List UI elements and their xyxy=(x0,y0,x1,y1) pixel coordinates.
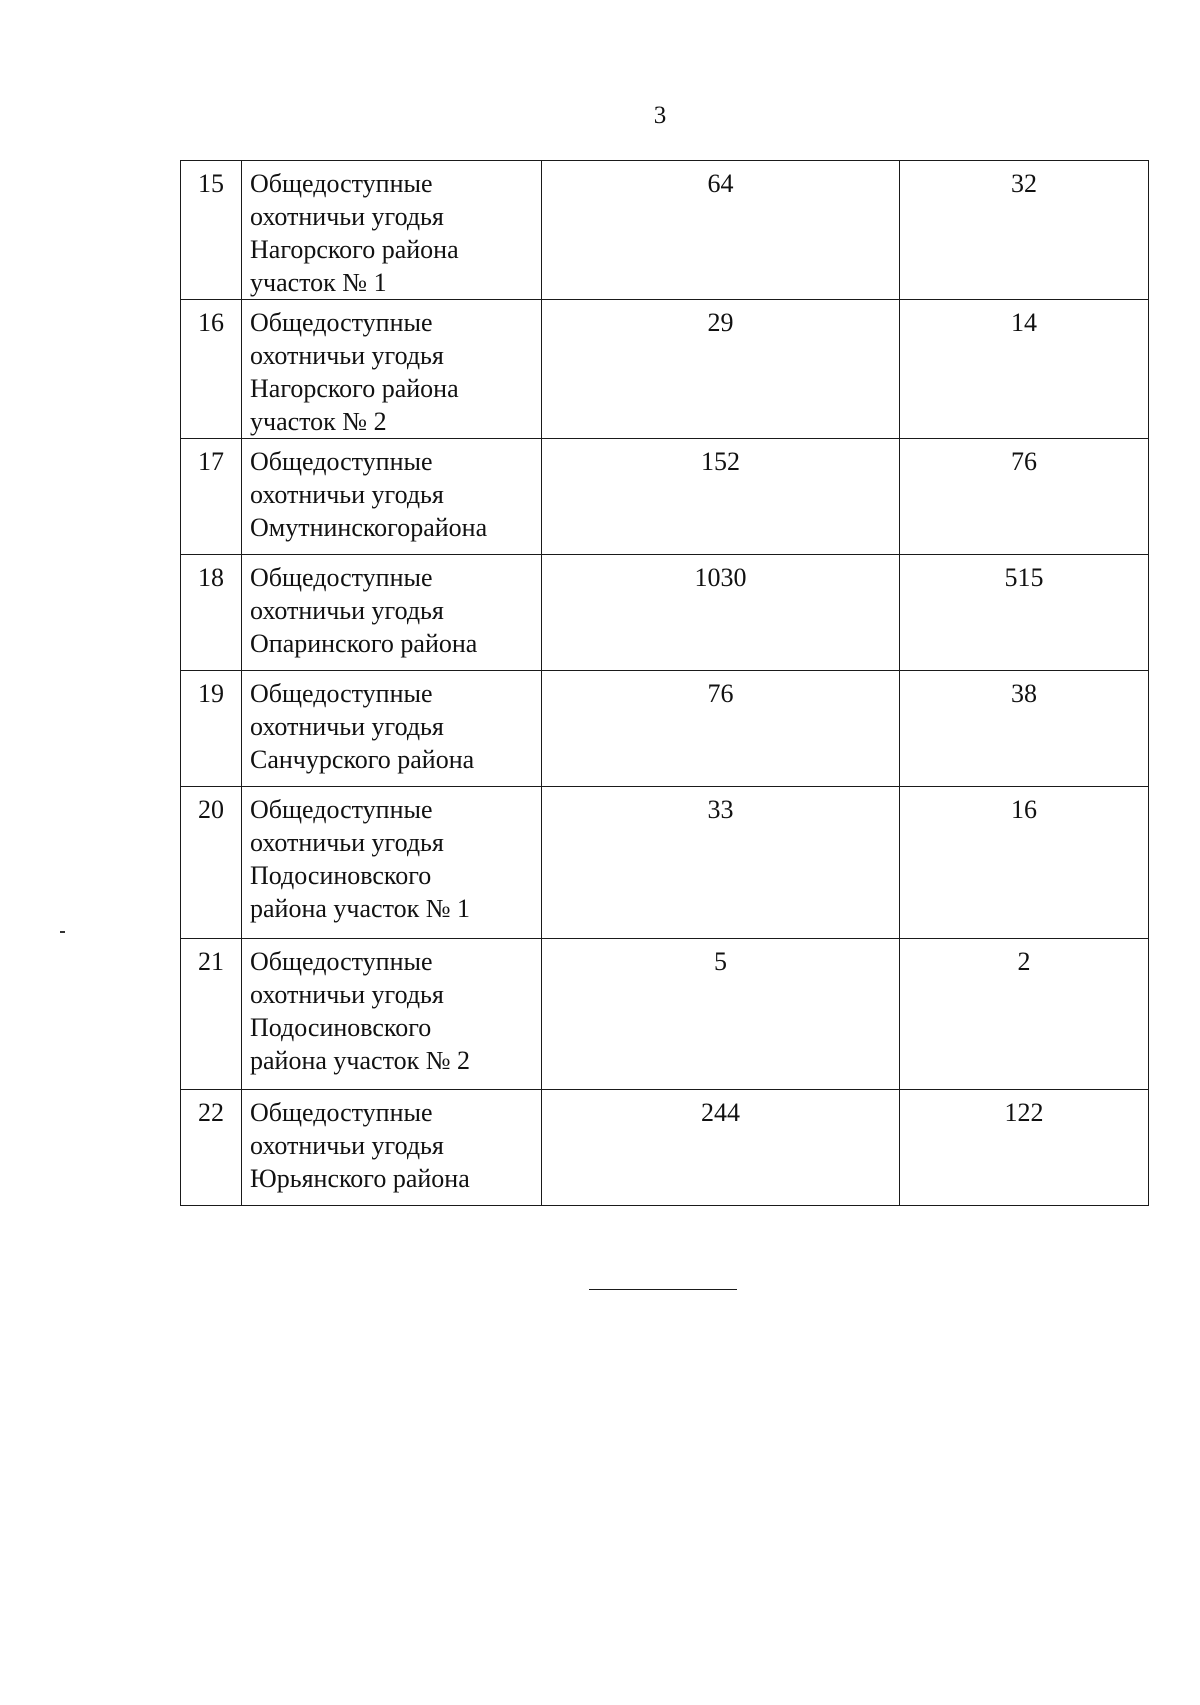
row-number: 21 xyxy=(181,939,242,1090)
value-cell-1: 1030 xyxy=(542,555,900,671)
value-cell-1: 76 xyxy=(542,671,900,787)
value-cell-2: 14 xyxy=(900,300,1149,439)
name-line: Общедоступные xyxy=(250,563,433,592)
table-row xyxy=(181,671,1149,787)
name-line: охотничьи угодья xyxy=(250,202,444,231)
value-cell-1: 5 xyxy=(542,939,900,1090)
value-cell-2: 2 xyxy=(900,939,1149,1090)
name-line: охотничьи угодья xyxy=(250,828,444,857)
name-line: охотничьи угодья xyxy=(250,596,444,625)
value-cell-2: 16 xyxy=(900,787,1149,939)
end-of-document-rule xyxy=(589,1289,737,1290)
scan-artifact-mark xyxy=(60,931,65,933)
name-line: охотничьи угодья xyxy=(250,1131,444,1160)
row-number: 19 xyxy=(181,671,242,787)
name-line: Общедоступные xyxy=(250,947,433,976)
table-row xyxy=(181,161,1149,300)
hunting-ground-name xyxy=(242,555,542,671)
hunting-ground-name xyxy=(242,300,542,439)
name-line: Нагорского района xyxy=(250,235,459,264)
value-cell-2: 38 xyxy=(900,671,1149,787)
name-line: охотничьи угодья xyxy=(250,980,444,1009)
row-number: 17 xyxy=(181,439,242,555)
value-cell-2: 76 xyxy=(900,439,1149,555)
value-cell-1: 152 xyxy=(542,439,900,555)
name-line: Общедоступные xyxy=(250,447,433,476)
hunting-ground-name xyxy=(242,671,542,787)
name-line: Нагорского района xyxy=(250,374,459,403)
table-row xyxy=(181,1090,1149,1206)
name-line: Подосиновского xyxy=(250,1013,432,1042)
value-cell-1: 29 xyxy=(542,300,900,439)
name-line: участок № 2 xyxy=(250,407,387,436)
table-row xyxy=(181,939,1149,1090)
name-line: района участок № 1 xyxy=(250,894,471,923)
allocation-table xyxy=(180,160,1149,1206)
table-row xyxy=(181,555,1149,671)
page-number: 3 xyxy=(653,102,667,129)
name-line: охотничьи угодья xyxy=(250,341,444,370)
value-cell-2: 32 xyxy=(900,161,1149,300)
hunting-ground-name xyxy=(242,939,542,1090)
hunting-ground-name xyxy=(242,161,542,300)
name-line: Юрьянского района xyxy=(250,1164,470,1193)
row-number: 15 xyxy=(181,161,242,300)
value-cell-1: 33 xyxy=(542,787,900,939)
name-line: Общедоступные xyxy=(250,679,433,708)
table-row xyxy=(181,439,1149,555)
name-line: Общедоступные xyxy=(250,169,433,198)
name-line: Общедоступные xyxy=(250,1098,433,1127)
row-number: 18 xyxy=(181,555,242,671)
name-line: Подосиновского xyxy=(250,861,432,890)
hunting-ground-name xyxy=(242,787,542,939)
name-line: района участок № 2 xyxy=(250,1046,471,1075)
table-row xyxy=(181,787,1149,939)
name-line: Общедоступные xyxy=(250,795,433,824)
value-cell-2: 515 xyxy=(900,555,1149,671)
value-cell-1: 64 xyxy=(542,161,900,300)
name-line: участок № 1 xyxy=(250,268,387,297)
row-number: 22 xyxy=(181,1090,242,1206)
name-line: охотничьи угодья xyxy=(250,480,444,509)
name-line: Санчурского района xyxy=(250,745,475,774)
name-line: охотничьи угодья xyxy=(250,712,444,741)
table-row xyxy=(181,300,1149,439)
row-number: 20 xyxy=(181,787,242,939)
name-line: Омутнинскогорайона xyxy=(250,513,488,542)
hunting-ground-name xyxy=(242,439,542,555)
hunting-ground-name xyxy=(242,1090,542,1206)
name-line: Опаринского района xyxy=(250,629,478,658)
row-number: 16 xyxy=(181,300,242,439)
value-cell-1: 244 xyxy=(542,1090,900,1206)
value-cell-2: 122 xyxy=(900,1090,1149,1206)
name-line: Общедоступные xyxy=(250,308,433,337)
